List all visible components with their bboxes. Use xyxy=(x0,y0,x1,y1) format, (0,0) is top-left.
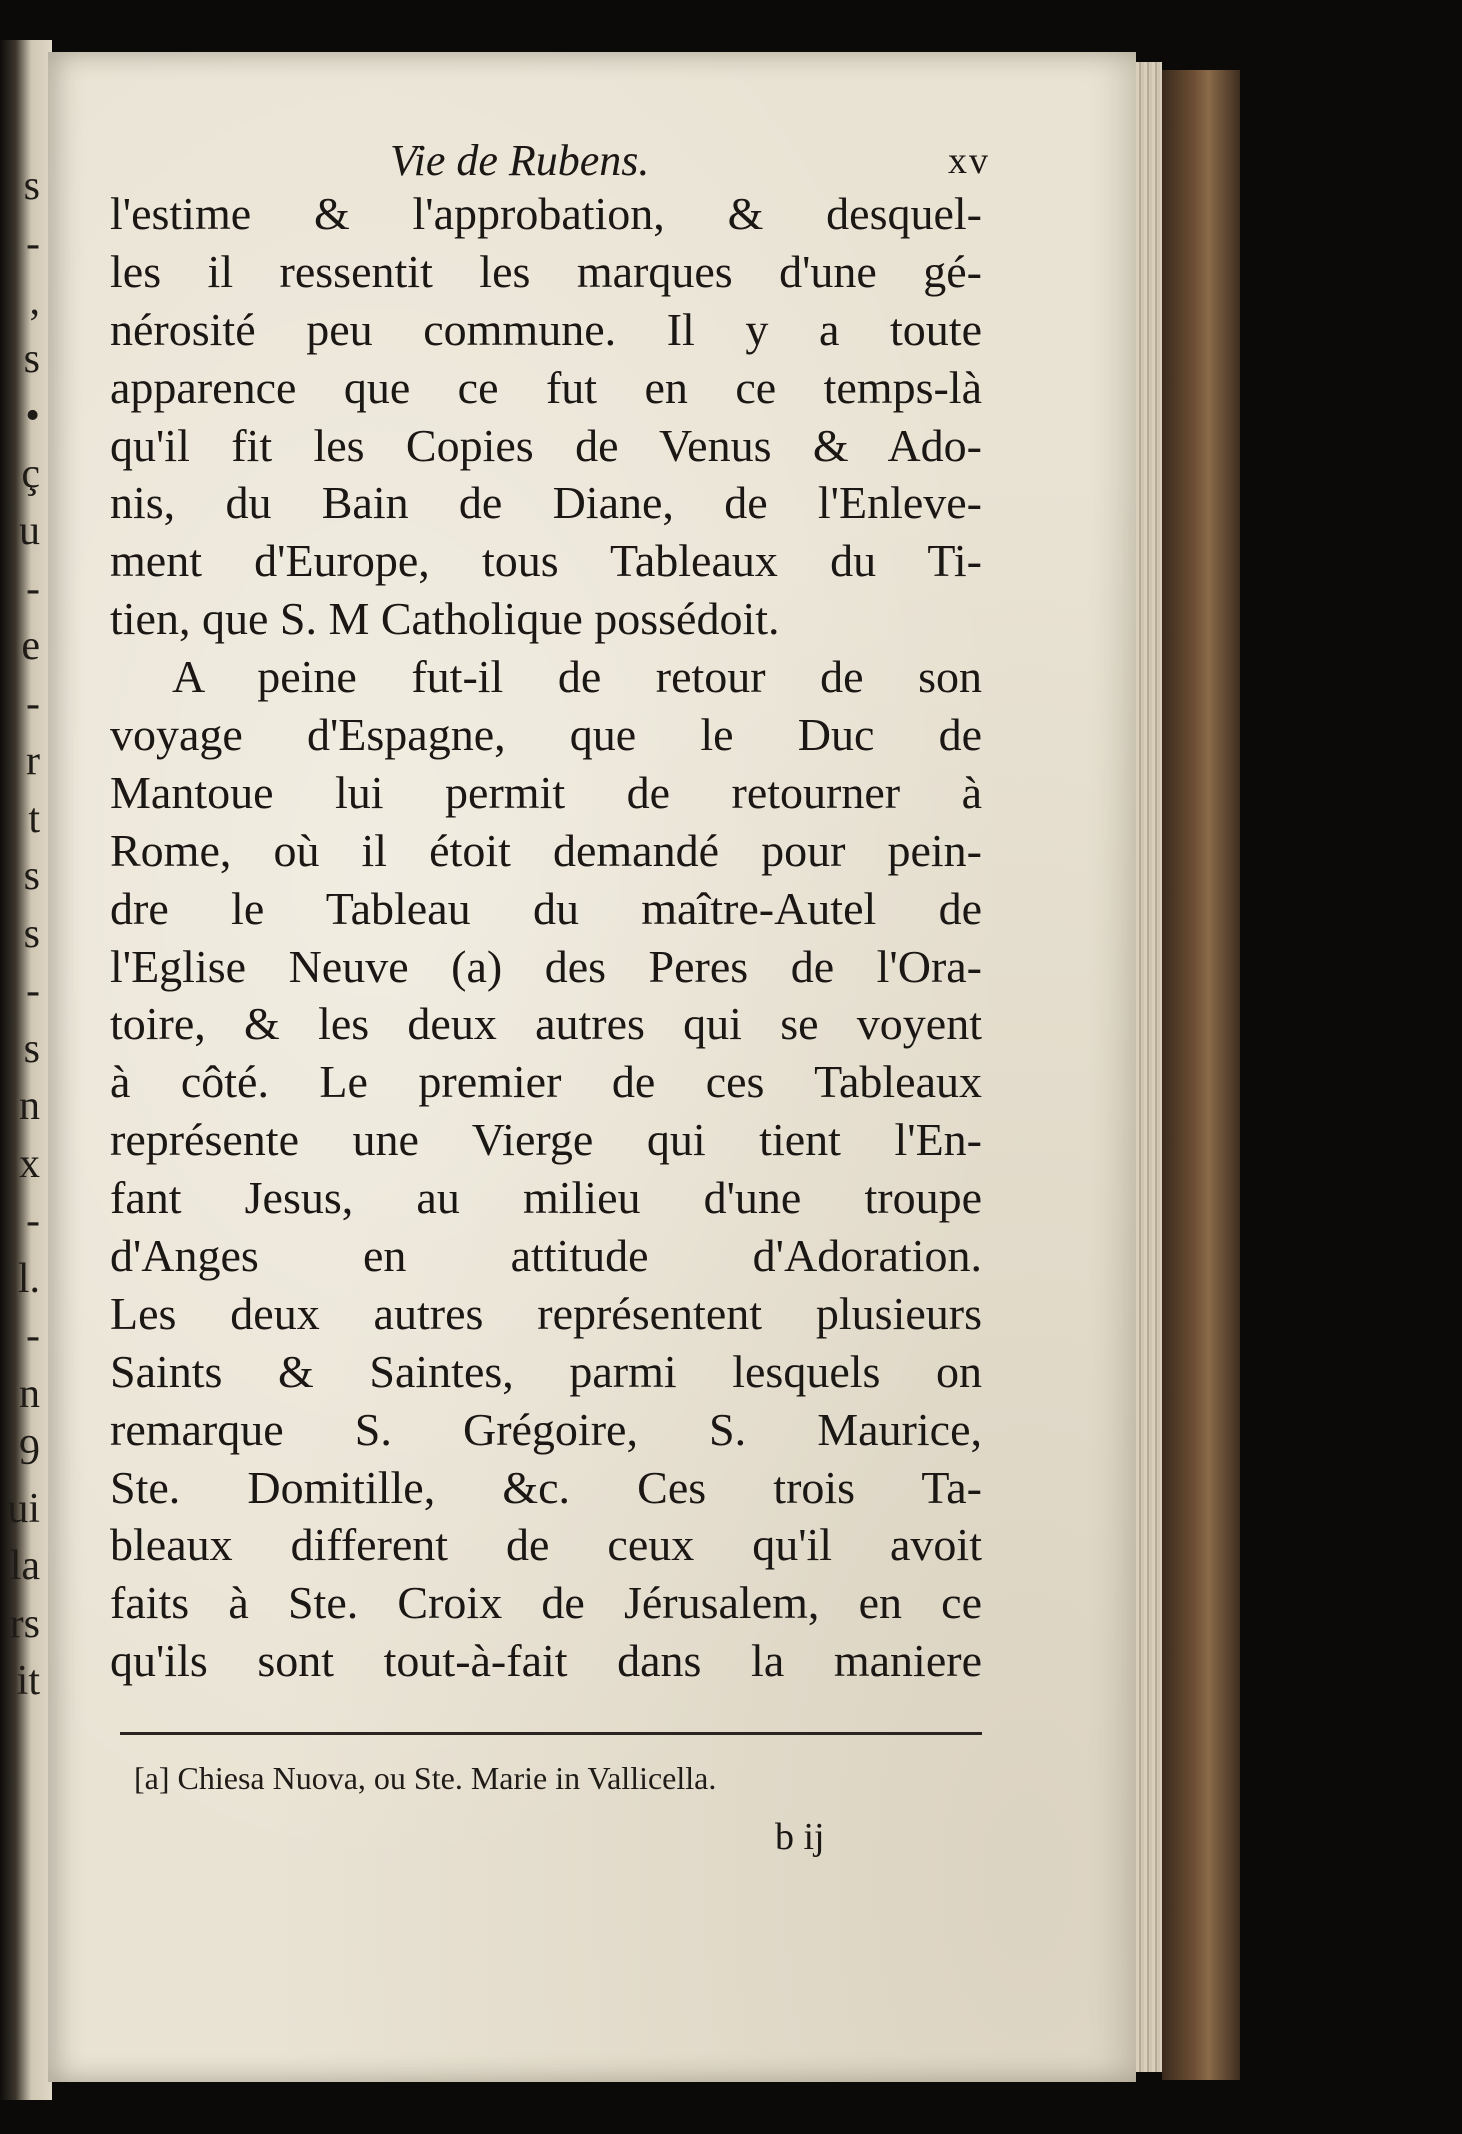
facing-page-fragment: u xyxy=(19,508,40,554)
text-line: nis, du Bain de Diane, de l'Enleve- xyxy=(110,477,982,529)
text-line: l'estime & l'approbation, & desquel- xyxy=(110,188,982,239)
facing-page-fragment: rs xyxy=(9,1600,40,1647)
text-line: d'Anges en attitude d'Adoration. xyxy=(110,1230,982,1282)
facing-page-fragment: s xyxy=(23,853,40,899)
text-line: Mantoue lui permit de retourner à xyxy=(110,766,982,818)
facing-page-fragment: r xyxy=(26,738,40,784)
facing-page-fragment: s xyxy=(23,335,40,382)
text-line: qu'ils sont tout-à-fait dans la maniere xyxy=(110,1635,982,1687)
text-line: à côté. Le premier de ces Tableaux xyxy=(110,1056,982,1108)
facing-page-fragment: e xyxy=(21,623,40,669)
text-line: représente une Vierge qui tient l'En- xyxy=(110,1114,982,1166)
text-line: Les deux autres représentent plusieurs xyxy=(110,1287,982,1339)
running-title: Vie de Rubens. xyxy=(390,136,650,185)
page-number: xv xyxy=(948,140,990,182)
facing-page-fragment: n xyxy=(19,1370,40,1417)
text-line: apparence que ce fut en ce temps-là xyxy=(110,361,982,413)
facing-page-fragment: s xyxy=(23,910,40,957)
facing-page-fragment: it xyxy=(16,1658,40,1704)
text-line: les il ressentit les marques d'une gé- xyxy=(110,245,982,297)
text-line: nérosité peu commune. Il y a toute xyxy=(110,303,982,355)
facing-page-fragment: n xyxy=(19,1083,40,1129)
facing-page-fragment: - xyxy=(26,220,40,267)
facing-page-fragment: la xyxy=(9,1543,40,1589)
facing-page-fragment: 9 xyxy=(19,1428,40,1474)
text-line: bleaux different de ceux qu'il avoit xyxy=(110,1519,982,1571)
text-line: Ste. Domitille, &c. Ces trois Ta- xyxy=(110,1461,982,1513)
footnote: [a] Chiesa Nuova, ou Ste. Marie in Vallicella. xyxy=(134,1760,717,1796)
facing-page-fragment: - xyxy=(26,565,40,612)
facing-page-fragment: x xyxy=(19,1140,40,1187)
facing-page-fragment: • xyxy=(25,393,40,439)
text-line: l'Eglise Neuve (a) des Peres de l'Ora- xyxy=(110,940,982,992)
facing-page-fragment: , xyxy=(29,278,40,324)
text-line: A peine fut-il de retour de son xyxy=(172,651,982,703)
facing-page-fragment: - xyxy=(26,968,40,1014)
facing-page-fragment: s xyxy=(23,163,40,209)
facing-page-fragment: s xyxy=(23,1025,40,1072)
text-line: qu'il fit les Copies de Venus & Ado- xyxy=(110,419,982,471)
text-line: fant Jesus, au milieu d'une troupe xyxy=(110,1172,982,1224)
facing-page-fragment: - xyxy=(26,1313,40,1359)
facing-page-fragment: ui xyxy=(7,1485,40,1532)
text-line: Saints & Saintes, parmi lesquels on xyxy=(110,1345,982,1397)
facing-page-fragment: t xyxy=(28,795,40,842)
footnote-rule xyxy=(120,1732,982,1735)
page-block-edges xyxy=(1136,62,1162,2072)
text-line: ment d'Europe, tous Tableaux du Ti- xyxy=(110,535,982,587)
text-line: Rome, où il étoit demandé pour pein- xyxy=(110,824,982,876)
text-line: faits à Ste. Croix de Jérusalem, en ce xyxy=(110,1577,982,1629)
text-line: remarque S. Grégoire, S. Maurice, xyxy=(110,1403,982,1455)
book-cover-edge xyxy=(1162,70,1240,2080)
facing-page-edge xyxy=(0,40,52,2100)
facing-page-fragment: - xyxy=(26,1198,40,1244)
text-line: toire, & les deux autres qui se voyent xyxy=(110,998,982,1050)
facing-page-fragment: ç xyxy=(21,450,40,497)
body-text xyxy=(110,185,982,1690)
text-line: tien, que S. M Catholique possédoit. xyxy=(110,593,780,645)
text-line: dre le Tableau du maître-Autel de xyxy=(110,882,982,934)
facing-page-fragment: l. xyxy=(17,1255,40,1302)
signature-mark: b ij xyxy=(775,1816,825,1858)
text-line: voyage d'Espagne, que le Duc de xyxy=(110,709,982,761)
facing-page-fragment: - xyxy=(26,680,40,727)
